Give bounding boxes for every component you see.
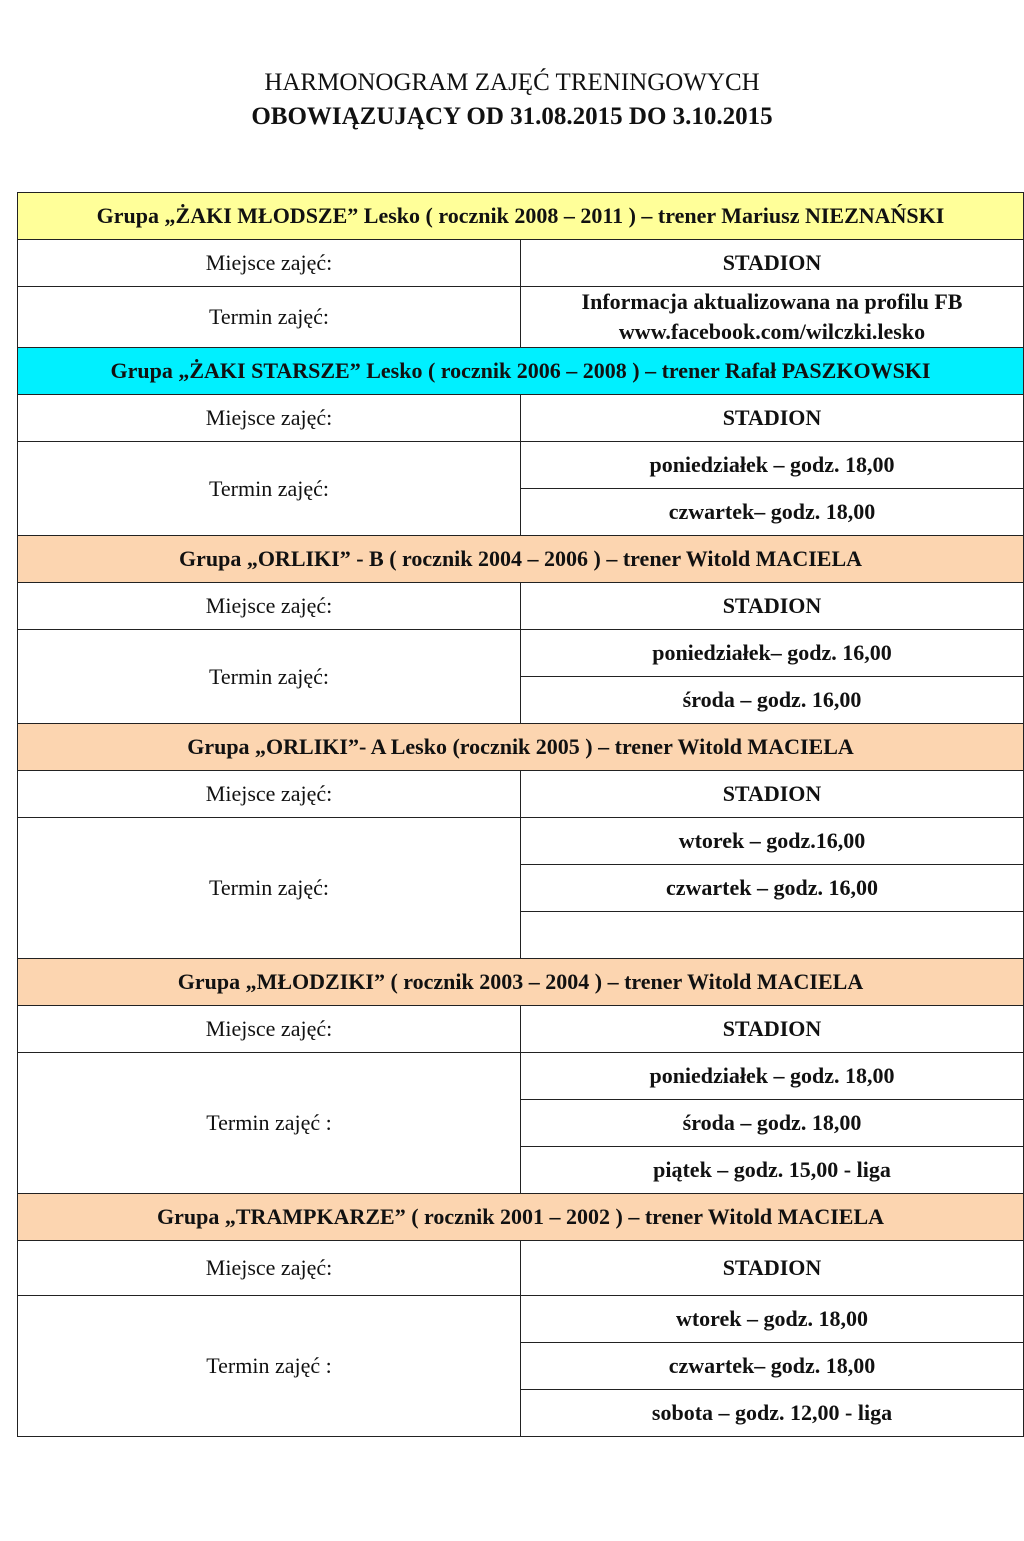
group-header-trampkarze: Grupa „TRAMPKARZE” ( rocznik 2001 – 2002 ) – trener Witold MACIELA xyxy=(18,1194,1024,1241)
term-label: Termin zajęć : xyxy=(18,1053,521,1194)
term-row xyxy=(18,287,1024,348)
group-header-row xyxy=(18,724,1024,771)
group-header-row xyxy=(18,348,1024,395)
term-value: piątek – godz. 15,00 - liga xyxy=(521,1147,1024,1194)
group-header-orliki-b: Grupa „ORLIKI” - B ( rocznik 2004 – 2006 ) – trener Witold MACIELA xyxy=(18,536,1024,583)
place-label: Miejsce zajęć: xyxy=(18,395,521,442)
term-value: poniedziałek – godz. 18,00 xyxy=(521,442,1024,489)
place-row xyxy=(18,1241,1024,1296)
validity-period: OBOWIĄZUJĄCY OD 31.08.2015 DO 3.10.2015 xyxy=(251,103,773,130)
term-label: Termin zajęć : xyxy=(18,1296,521,1437)
term-label: Termin zajęć: xyxy=(18,287,521,348)
term-value: czwartek – godz. 16,00 xyxy=(521,865,1024,912)
page-title xyxy=(0,66,1024,134)
place-row xyxy=(18,395,1024,442)
term-value: sobota – godz. 12,00 - liga xyxy=(521,1390,1024,1437)
place-label: Miejsce zajęć: xyxy=(18,1006,521,1053)
facebook-link[interactable]: www.facebook.com/wilczki.lesko xyxy=(618,319,926,344)
place-label: Miejsce zajęć: xyxy=(18,771,521,818)
term-value: wtorek – godz.16,00 xyxy=(521,818,1024,865)
term-row xyxy=(18,1053,1024,1100)
term-label: Termin zajęć: xyxy=(18,818,521,959)
place-value: STADION xyxy=(521,240,1024,287)
group-header-row xyxy=(18,1194,1024,1241)
place-row xyxy=(18,771,1024,818)
term-value: czwartek– godz. 18,00 xyxy=(521,489,1024,536)
term-row xyxy=(18,1296,1024,1343)
term-value: czwartek– godz. 18,00 xyxy=(521,1343,1024,1390)
group-header-row xyxy=(18,193,1024,240)
group-header-orliki-a: Grupa „ORLIKI”- A Lesko (rocznik 2005 ) – trener Witold MACIELA xyxy=(18,724,1024,771)
term-row xyxy=(18,818,1024,865)
term-value: poniedziałek– godz. 16,00 xyxy=(521,630,1024,677)
term-value-empty xyxy=(521,912,1024,959)
place-row xyxy=(18,583,1024,630)
place-value: STADION xyxy=(521,771,1024,818)
place-value: STADION xyxy=(521,395,1024,442)
term-value: środa – godz. 18,00 xyxy=(521,1100,1024,1147)
term-info-cell xyxy=(521,287,1024,348)
training-schedule-table xyxy=(17,192,1024,1437)
document-title: HARMONOGRAM ZAJĘĆ TRENINGOWYCH xyxy=(264,69,760,96)
group-header-zaki-mlodsze: Grupa „ŻAKI MŁODSZE” Lesko ( rocznik 2008 – 2011 ) – trener Mariusz NIEZNAŃSKI xyxy=(18,193,1024,240)
term-value: poniedziałek – godz. 18,00 xyxy=(521,1053,1024,1100)
place-value: STADION xyxy=(521,1241,1024,1296)
group-header-mlodziki: Grupa „MŁODZIKI” ( rocznik 2003 – 2004 ) – trener Witold MACIELA xyxy=(18,959,1024,1006)
group-header-row xyxy=(18,959,1024,1006)
place-row xyxy=(18,240,1024,287)
term-label: Termin zajęć: xyxy=(18,630,521,724)
place-value: STADION xyxy=(521,1006,1024,1053)
place-row xyxy=(18,1006,1024,1053)
place-label: Miejsce zajęć: xyxy=(18,240,521,287)
term-info-line: Informacja aktualizowana na profilu FB xyxy=(581,289,963,314)
group-header-zaki-starsze: Grupa „ŻAKI STARSZE” Lesko ( rocznik 2006 – 2008 ) – trener Rafał PASZKOWSKI xyxy=(18,348,1024,395)
term-label: Termin zajęć: xyxy=(18,442,521,536)
group-header-row xyxy=(18,536,1024,583)
place-label: Miejsce zajęć: xyxy=(18,583,521,630)
term-value: wtorek – godz. 18,00 xyxy=(521,1296,1024,1343)
place-label: Miejsce zajęć: xyxy=(18,1241,521,1296)
place-value: STADION xyxy=(521,583,1024,630)
term-row xyxy=(18,442,1024,489)
term-value: środa – godz. 16,00 xyxy=(521,677,1024,724)
term-row xyxy=(18,630,1024,677)
